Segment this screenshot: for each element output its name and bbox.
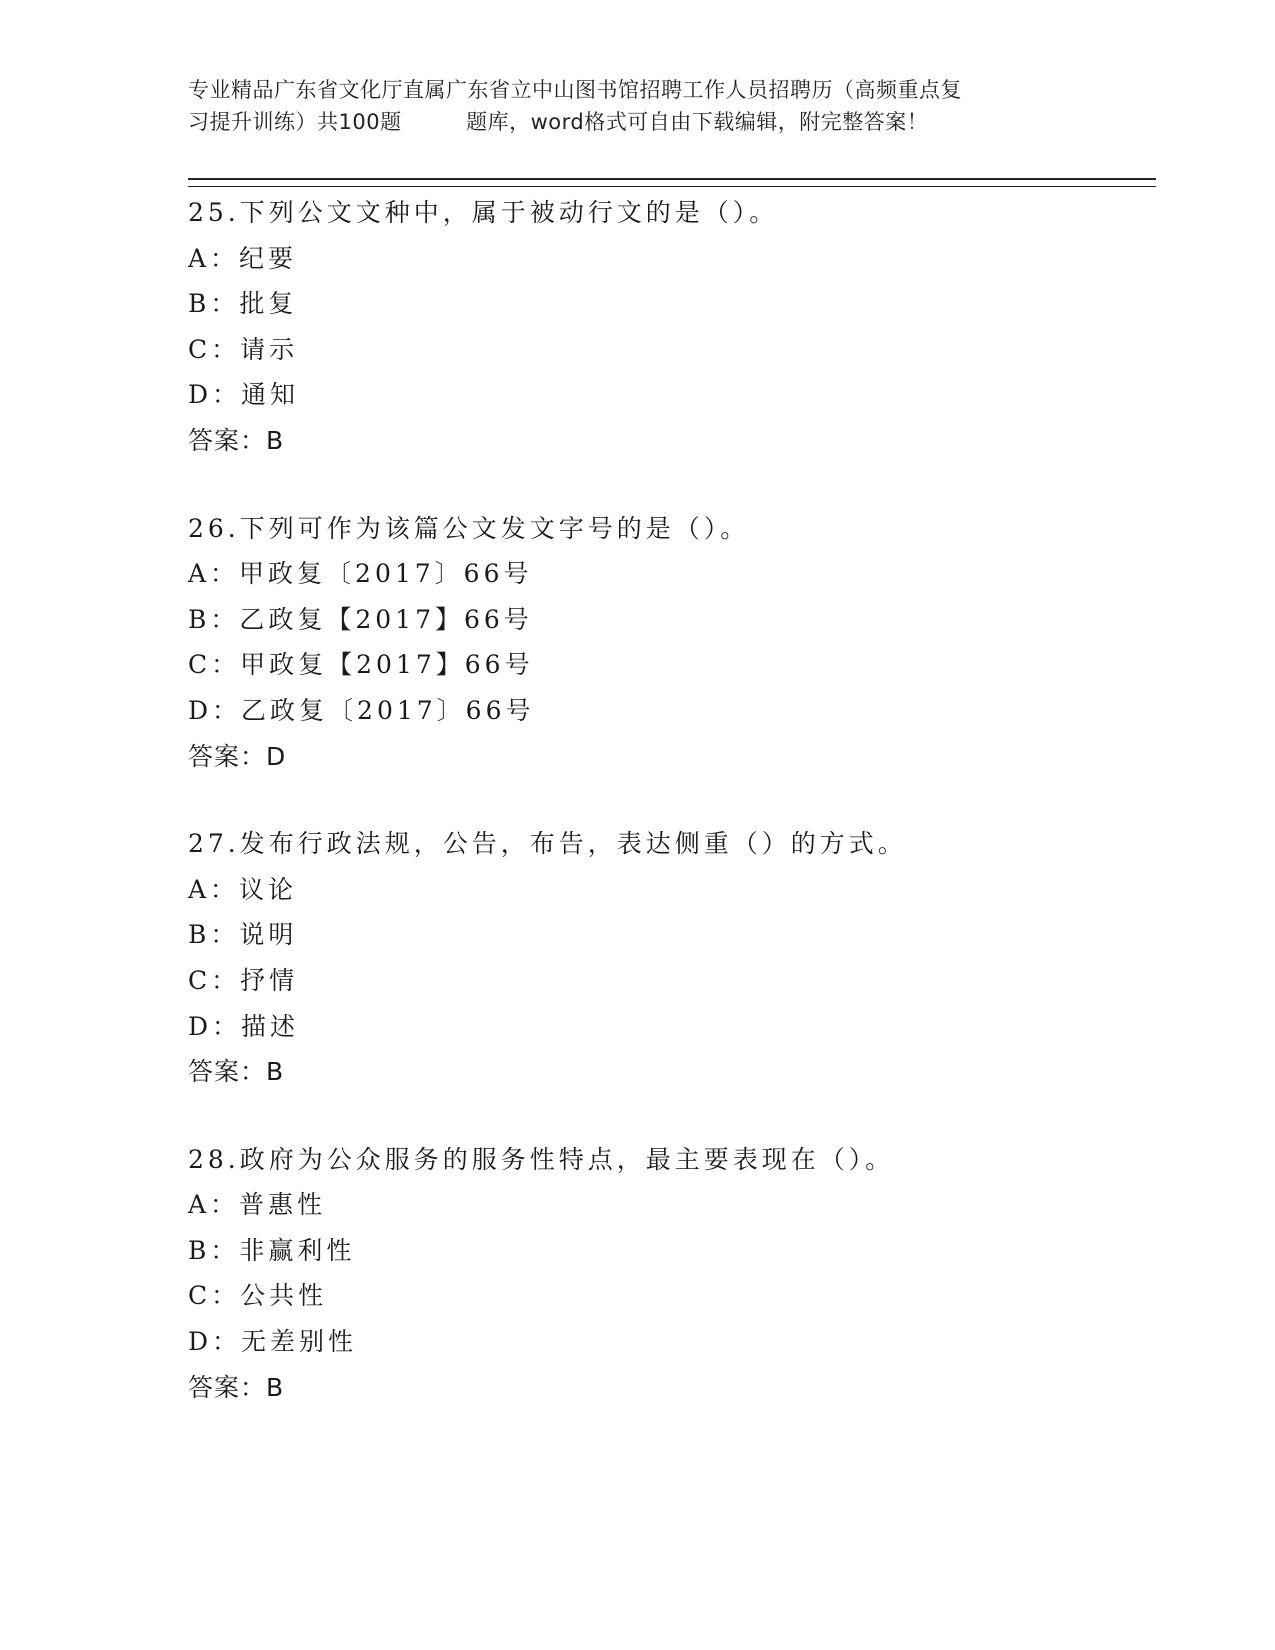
question-list: [188, 190, 1156, 1452]
option-c: C：抒情: [188, 965, 299, 995]
question-stem: 26.下列可作为该篇公文发文字号的是（）。: [188, 513, 750, 543]
header-line-2: 习提升训练）共100题 题库，word格式可自由下载编辑，附完整答案！: [188, 110, 929, 134]
question-27: [188, 821, 1156, 1095]
answer: 答案：D: [188, 741, 287, 771]
question-26: [188, 506, 1156, 780]
answer: 答案：B: [188, 1372, 285, 1402]
answer: 答案：B: [188, 425, 285, 455]
question-stem: 25.下列公文文种中，属于被动行文的是（）。: [188, 198, 779, 227]
question-28: [188, 1137, 1156, 1411]
question-stem: 28.政府为公众服务的服务性特点，最主要表现在（）。: [188, 1144, 895, 1174]
option-d: D：通知: [188, 380, 300, 410]
option-a: A：纪要: [188, 243, 298, 273]
option-b: B：乙政复【2017】66号: [188, 604, 533, 634]
option-d: D：乙政复〔2017〕66号: [188, 695, 535, 725]
option-b: B：说明: [188, 920, 298, 950]
option-a: A：甲政复〔2017〕66号: [188, 559, 533, 589]
answer: 答案：B: [188, 1057, 285, 1087]
page-header: [188, 74, 1088, 138]
option-a: A：普惠性: [188, 1190, 327, 1220]
option-c: C：请示: [188, 334, 299, 364]
header-line-1: 专业精品广东省文化厅直属广东省立中山图书馆招聘工作人员招聘历（高频重点复: [188, 78, 962, 102]
question-stem: 27.发布行政法规，公告，布告，表达侧重（）的方式。: [188, 829, 907, 859]
option-b: B：非赢利性: [188, 1235, 356, 1265]
question-25: [188, 190, 1156, 464]
header-divider: [188, 178, 1156, 187]
option-c: C：甲政复【2017】66号: [188, 650, 534, 680]
option-b: B：批复: [188, 289, 298, 319]
option-d: D：无差别性: [188, 1327, 358, 1357]
option-a: A：议论: [188, 874, 298, 904]
option-d: D：描述: [188, 1011, 300, 1041]
option-c: C：公共性: [188, 1281, 328, 1311]
